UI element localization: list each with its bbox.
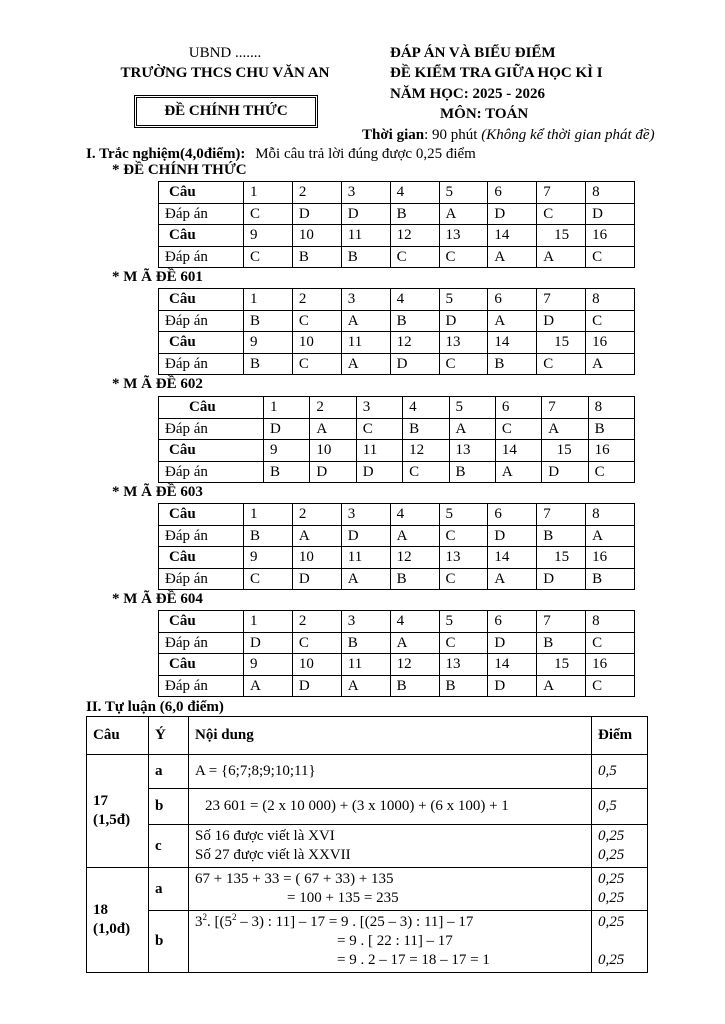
q18b-content xyxy=(189,911,592,973)
q18a-content xyxy=(189,868,592,911)
answer-label: Đáp án xyxy=(159,246,244,268)
answer-value: B xyxy=(537,632,586,654)
answer-row xyxy=(159,632,635,654)
question-row xyxy=(159,504,635,526)
question-number: 13 xyxy=(439,332,488,354)
answer-value: C xyxy=(588,461,634,483)
answer-table xyxy=(158,610,635,697)
question-number: 14 xyxy=(488,654,537,676)
answer-value: C xyxy=(292,632,341,654)
question-number: 14 xyxy=(488,547,537,569)
answer-value: C xyxy=(439,246,488,268)
question-number: 5 xyxy=(439,611,488,633)
question-number: 12 xyxy=(390,547,439,569)
subject: MÔN: TOÁN xyxy=(440,106,529,122)
question-number: 10 xyxy=(292,654,341,676)
header-cau: Câu xyxy=(87,717,149,755)
answer-value: C xyxy=(244,246,293,268)
answer-value: D xyxy=(488,675,537,697)
answer-label: Đáp án xyxy=(159,310,244,332)
part1-subtitle: Mỗi câu trả lời đúng được 0,25 điểm xyxy=(255,146,476,162)
question-number: 8 xyxy=(586,289,635,311)
answer-label: Đáp án xyxy=(159,525,244,547)
answer-value: C xyxy=(292,353,341,375)
question-number: 5 xyxy=(439,504,488,526)
question-number: 14 xyxy=(495,440,541,462)
question-number: 12 xyxy=(390,225,439,247)
question-number: 1 xyxy=(244,289,293,311)
answer-value: B xyxy=(341,632,390,654)
q18b-rest: – 3) : 11] – 17 = 9 . [(25 – 3) : 11] – 17 xyxy=(236,914,474,930)
question-number: 9 xyxy=(244,547,293,569)
question-number: 13 xyxy=(439,547,488,569)
answer-value: D xyxy=(244,632,293,654)
answer-value: D xyxy=(356,461,402,483)
q18b-mid: . [(5 xyxy=(207,914,232,930)
answer-value: C xyxy=(586,632,635,654)
question-number: 8 xyxy=(586,504,635,526)
question-number: 6 xyxy=(488,289,537,311)
q18-cell xyxy=(87,868,149,973)
q18b-y: b xyxy=(149,911,189,973)
question-number: 4 xyxy=(390,289,439,311)
answer-value: D xyxy=(292,675,341,697)
answer-value: C xyxy=(439,632,488,654)
question-number: 12 xyxy=(403,440,449,462)
answer-value: A xyxy=(488,568,537,590)
version-title: * ĐỀ CHÍNH THỨC xyxy=(112,162,247,178)
question-number: 12 xyxy=(390,654,439,676)
q18b-exp2: 2 xyxy=(232,912,237,922)
answer-value: C xyxy=(390,246,439,268)
answer-value: D xyxy=(542,461,588,483)
question-number: 4 xyxy=(390,504,439,526)
answer-value: A xyxy=(488,246,537,268)
question-number: 1 xyxy=(244,611,293,633)
answer-value: B xyxy=(390,203,439,225)
question-number: 16 xyxy=(588,440,634,462)
answer-value: D xyxy=(390,353,439,375)
question-row xyxy=(159,547,635,569)
answer-row xyxy=(159,418,635,440)
question-number: 9 xyxy=(244,332,293,354)
q18a-line2: = 100 + 135 = 235 xyxy=(287,890,399,906)
answer-value: A xyxy=(537,675,586,697)
question-row xyxy=(159,332,635,354)
answer-table xyxy=(158,503,635,590)
answer-value: B xyxy=(449,461,495,483)
answer-label: Đáp án xyxy=(159,675,244,697)
question-number: 8 xyxy=(586,182,635,204)
answer-value: B xyxy=(390,568,439,590)
q18b-base: 3 xyxy=(195,914,203,930)
question-number: 7 xyxy=(537,611,586,633)
q17-points: (1,5đ) xyxy=(93,812,131,828)
q18a-y: a xyxy=(149,868,189,911)
question-number: 11 xyxy=(341,547,390,569)
official-exam-box: ĐỀ CHÍNH THỨC xyxy=(134,95,318,128)
answer-row xyxy=(159,310,635,332)
question-row xyxy=(159,289,635,311)
question-number: 1 xyxy=(244,182,293,204)
answer-row xyxy=(159,203,635,225)
q17b-score: 0,5 xyxy=(592,789,648,825)
header-noi-dung: Nội dung xyxy=(189,717,592,755)
answer-value: B xyxy=(244,310,293,332)
q17a-score: 0,5 xyxy=(592,755,648,789)
question-number: 1 xyxy=(264,397,310,419)
question-number: 15 xyxy=(542,440,588,462)
question-number: 16 xyxy=(586,654,635,676)
answer-value: B xyxy=(537,525,586,547)
question-label: Câu xyxy=(159,332,244,354)
question-number: 10 xyxy=(292,547,341,569)
q17c-line2: Số 27 được viết là XXVII xyxy=(195,847,351,863)
answer-value: A xyxy=(586,525,635,547)
q18a-score2: 0,25 xyxy=(598,890,625,906)
question-number: 12 xyxy=(390,332,439,354)
answer-value: C xyxy=(495,418,541,440)
question-number: 13 xyxy=(439,654,488,676)
question-label: Câu xyxy=(159,289,244,311)
question-number: 9 xyxy=(244,654,293,676)
answer-value: B xyxy=(244,353,293,375)
header-diem: Điểm xyxy=(592,717,648,755)
q17b-content: 23 601 = (2 x 10 000) + (3 x 1000) + (6 x 100) + 1 xyxy=(189,789,592,825)
question-number: 6 xyxy=(488,504,537,526)
q18-points: (1,0đ) xyxy=(93,921,131,937)
question-number: 11 xyxy=(356,440,402,462)
question-number: 9 xyxy=(264,440,310,462)
answer-value: B xyxy=(264,461,310,483)
question-number: 5 xyxy=(439,182,488,204)
part1-heading xyxy=(86,146,476,163)
q17-label: 17 xyxy=(93,793,108,809)
question-number: 15 xyxy=(537,654,586,676)
essay-table xyxy=(86,716,648,973)
answer-row xyxy=(159,246,635,268)
question-number: 2 xyxy=(292,611,341,633)
answer-value: D xyxy=(537,568,586,590)
answer-value: D xyxy=(586,203,635,225)
answer-value: B xyxy=(439,675,488,697)
question-number: 6 xyxy=(488,611,537,633)
question-label: Câu xyxy=(159,611,244,633)
time-value: : 90 phút xyxy=(424,127,482,143)
answer-value: D xyxy=(341,525,390,547)
answer-value: D xyxy=(292,203,341,225)
answer-value: A xyxy=(341,353,390,375)
answer-value: B xyxy=(586,568,635,590)
question-label: Câu xyxy=(159,182,244,204)
q18b-line3: = 9 . 2 – 17 = 18 – 17 = 1 xyxy=(337,952,490,968)
q17c-scores xyxy=(592,825,648,868)
answer-value: A xyxy=(439,203,488,225)
q17a-y: a xyxy=(149,755,189,789)
q18b-exp1: 2 xyxy=(202,912,207,922)
question-label: Câu xyxy=(159,547,244,569)
q18a-line1: 67 + 135 + 33 = ( 67 + 33) + 135 xyxy=(195,871,394,887)
exam-title: ĐỀ KIỂM TRA GIỮA HỌC KÌ I xyxy=(390,65,603,81)
q17c-y: c xyxy=(149,825,189,868)
answer-value: C xyxy=(244,568,293,590)
time-label: Thời gian xyxy=(362,127,425,143)
question-number: 5 xyxy=(449,397,495,419)
q17c-line1: Số 16 được viết là XVI xyxy=(195,828,335,844)
question-number: 2 xyxy=(310,397,356,419)
answer-row xyxy=(159,525,635,547)
time-note: (Không kể thời gian phát đề) xyxy=(481,127,655,143)
table-row xyxy=(87,825,648,868)
question-number: 7 xyxy=(537,182,586,204)
answer-value: A xyxy=(542,418,588,440)
answer-value: C xyxy=(586,246,635,268)
answer-value: B xyxy=(403,418,449,440)
answer-value: A xyxy=(488,310,537,332)
q18b-line2: = 9 . [ 22 : 11] – 17 xyxy=(337,933,453,949)
answer-value: A xyxy=(341,568,390,590)
answer-label: Đáp án xyxy=(159,632,244,654)
answer-value: D xyxy=(537,310,586,332)
answer-label: Đáp án xyxy=(159,568,244,590)
time-line xyxy=(362,127,655,144)
question-number: 6 xyxy=(495,397,541,419)
version-title: * M Ã ĐỀ 603 xyxy=(112,484,203,500)
q17-cell xyxy=(87,755,149,868)
answer-value: D xyxy=(292,568,341,590)
answer-value: A xyxy=(586,353,635,375)
answer-value: C xyxy=(537,203,586,225)
answer-value: B xyxy=(390,675,439,697)
question-label: Câu xyxy=(159,654,244,676)
question-label: Câu xyxy=(159,397,264,419)
question-number: 13 xyxy=(439,225,488,247)
question-label: Câu xyxy=(159,225,244,247)
q17b-y: b xyxy=(149,789,189,825)
q18b-line1 xyxy=(195,913,585,932)
question-row xyxy=(159,182,635,204)
answer-label: Đáp án xyxy=(159,461,264,483)
question-number: 7 xyxy=(542,397,588,419)
question-number: 9 xyxy=(244,225,293,247)
answer-row xyxy=(159,353,635,375)
q17c-score2: 0,25 xyxy=(598,847,625,863)
question-number: 16 xyxy=(586,225,635,247)
answer-value: D xyxy=(310,461,356,483)
table-row xyxy=(87,911,648,973)
question-number: 14 xyxy=(488,332,537,354)
answer-value: A xyxy=(537,246,586,268)
answer-value: A xyxy=(292,525,341,547)
question-number: 13 xyxy=(449,440,495,462)
question-label: Câu xyxy=(159,504,244,526)
question-number: 15 xyxy=(537,332,586,354)
question-number: 7 xyxy=(537,289,586,311)
version-title: * M Ã ĐỀ 602 xyxy=(112,376,203,392)
question-number: 11 xyxy=(341,654,390,676)
q18a-scores xyxy=(592,868,648,911)
part2-title: II. Tự luận (6,0 điểm) xyxy=(86,699,224,715)
answer-value: D xyxy=(264,418,310,440)
answer-row xyxy=(159,568,635,590)
question-number: 3 xyxy=(341,182,390,204)
question-number: 10 xyxy=(292,332,341,354)
answer-value: C xyxy=(586,310,635,332)
question-number: 3 xyxy=(341,504,390,526)
answer-value: B xyxy=(292,246,341,268)
question-number: 2 xyxy=(292,289,341,311)
question-label: Câu xyxy=(159,440,264,462)
answer-value: A xyxy=(341,310,390,332)
answer-value: B xyxy=(390,310,439,332)
answer-table xyxy=(158,396,635,483)
header-y: Ý xyxy=(149,717,189,755)
answer-row xyxy=(159,461,635,483)
part1-title: I. Trắc nghiệm(4,0điểm): xyxy=(86,146,246,162)
answer-value: D xyxy=(488,203,537,225)
question-number: 8 xyxy=(588,397,634,419)
answer-value: B xyxy=(244,525,293,547)
question-number: 16 xyxy=(586,332,635,354)
essay-header-row xyxy=(87,717,648,755)
q17c-score1: 0,25 xyxy=(598,828,625,844)
table-row xyxy=(87,789,648,825)
school-name: TRƯỜNG THCS CHU VĂN AN xyxy=(120,65,330,81)
answer-value: C xyxy=(439,353,488,375)
q18b-scores xyxy=(592,911,648,973)
answer-value: B xyxy=(588,418,634,440)
question-number: 11 xyxy=(341,332,390,354)
answer-value: B xyxy=(341,246,390,268)
question-number: 8 xyxy=(586,611,635,633)
q17c-content xyxy=(189,825,592,868)
question-row xyxy=(159,654,635,676)
answer-table xyxy=(158,288,635,375)
answer-value: C xyxy=(537,353,586,375)
question-number: 5 xyxy=(439,289,488,311)
answer-row xyxy=(159,675,635,697)
question-number: 7 xyxy=(537,504,586,526)
version-title: * M Ã ĐỀ 604 xyxy=(112,591,203,607)
question-number: 3 xyxy=(341,289,390,311)
question-number: 4 xyxy=(390,182,439,204)
answer-label: Đáp án xyxy=(159,353,244,375)
answer-value: D xyxy=(488,632,537,654)
question-number: 2 xyxy=(292,504,341,526)
question-number: 14 xyxy=(488,225,537,247)
q18-label: 18 xyxy=(93,902,108,918)
answer-label: Đáp án xyxy=(159,418,264,440)
table-row xyxy=(87,868,648,911)
question-row xyxy=(159,440,635,462)
answer-value: A xyxy=(244,675,293,697)
answer-value: D xyxy=(341,203,390,225)
question-number: 16 xyxy=(586,547,635,569)
q18a-score1: 0,25 xyxy=(598,871,625,887)
answer-value: C xyxy=(439,568,488,590)
question-number: 4 xyxy=(403,397,449,419)
question-number: 1 xyxy=(244,504,293,526)
answer-value: A xyxy=(390,632,439,654)
ubnd-label: UBND ....... xyxy=(188,45,262,61)
answer-value: D xyxy=(439,310,488,332)
question-number: 15 xyxy=(537,547,586,569)
question-number: 3 xyxy=(356,397,402,419)
answer-value: C xyxy=(586,675,635,697)
q17a-content: A = {6;7;8;9;10;11} xyxy=(189,755,592,789)
question-number: 11 xyxy=(341,225,390,247)
answer-value: C xyxy=(439,525,488,547)
school-year: NĂM HỌC: 2025 - 2026 xyxy=(390,86,545,102)
q18b-score1: 0,25 xyxy=(598,914,625,930)
answer-value: C xyxy=(403,461,449,483)
answer-value: A xyxy=(390,525,439,547)
question-number: 2 xyxy=(292,182,341,204)
version-title: * M Ã ĐỀ 601 xyxy=(112,269,203,285)
answer-value: A xyxy=(341,675,390,697)
table-row xyxy=(87,755,648,789)
question-number: 10 xyxy=(310,440,356,462)
doc-title: ĐÁP ÁN VÀ BIỂU ĐIỂM xyxy=(390,45,556,61)
answer-value: A xyxy=(449,418,495,440)
answer-value: A xyxy=(310,418,356,440)
answer-value: C xyxy=(292,310,341,332)
question-number: 6 xyxy=(488,182,537,204)
answer-label: Đáp án xyxy=(159,203,244,225)
answer-value: C xyxy=(356,418,402,440)
answer-value: B xyxy=(488,353,537,375)
q18b-score3: 0,25 xyxy=(598,952,625,968)
question-row xyxy=(159,611,635,633)
question-row xyxy=(159,397,635,419)
question-number: 4 xyxy=(390,611,439,633)
answer-value: A xyxy=(495,461,541,483)
question-row xyxy=(159,225,635,247)
answer-table xyxy=(158,181,635,268)
question-number: 3 xyxy=(341,611,390,633)
answer-value: C xyxy=(244,203,293,225)
question-number: 10 xyxy=(292,225,341,247)
answer-value: D xyxy=(488,525,537,547)
question-number: 15 xyxy=(537,225,586,247)
